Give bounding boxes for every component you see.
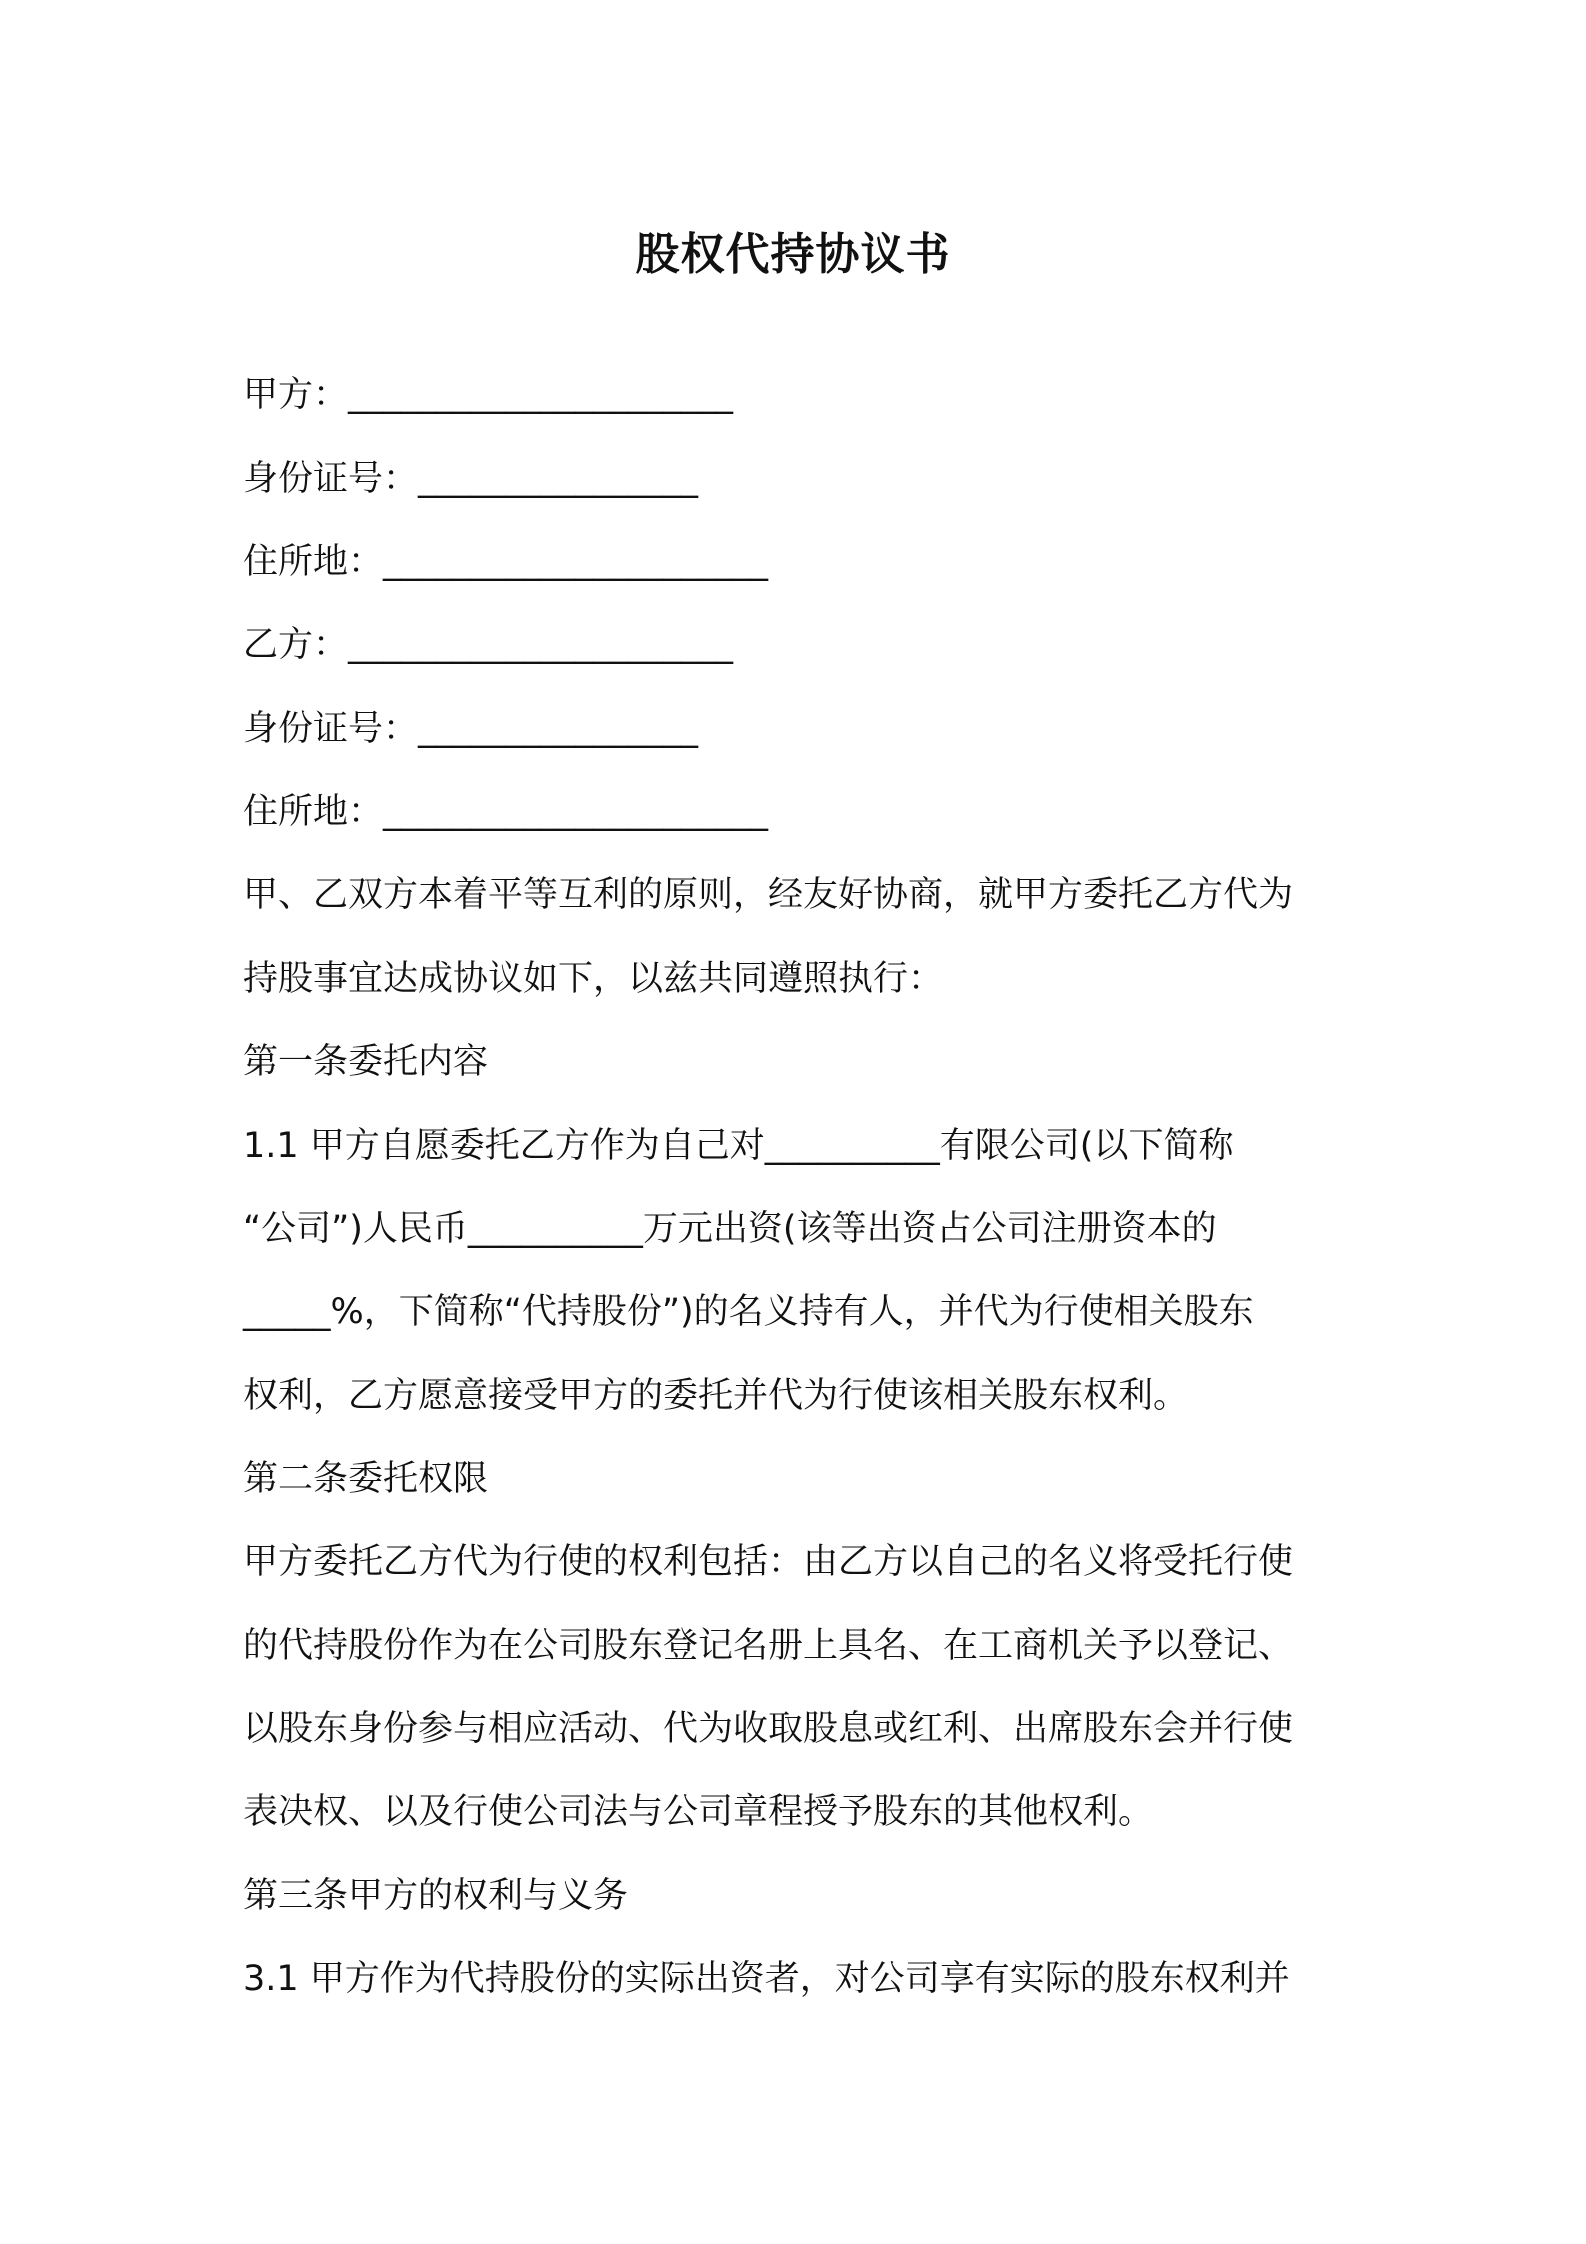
article-2-text-line-4: 表决权、以及行使公司法与公司章程授予股东的其他权利。: [243, 1792, 1154, 1832]
party-b-address-line: 住所地：______________________: [243, 792, 769, 832]
document-title: 股权代持协议书: [635, 229, 951, 280]
party-a-name-line: 甲方：______________________: [243, 375, 734, 415]
preamble-line-2: 持股事宜达成协议如下，以兹共同遵照执行：: [243, 959, 944, 999]
article-1-text-line-4: 权利，乙方愿意接受甲方的委托并代为行使该相关股东权利。: [243, 1376, 1189, 1416]
article-2-text-line-2: 的代持股份作为在公司股东登记名册上具名、在工商机关予以登记、: [243, 1626, 1294, 1666]
party-a-address-line: 住所地：______________________: [243, 542, 769, 582]
preamble-line-1: 甲、乙双方本着平等互利的原则，经友好协商，就甲方委托乙方代为: [243, 875, 1294, 915]
article-2-text-line-3: 以股东身份参与相应活动、代为收取股息或红利、出席股东会并行使: [243, 1709, 1294, 1749]
article-2-text-line-1: 甲方委托乙方代为行使的权利包括：由乙方以自己的名义将受托行使: [243, 1542, 1294, 1582]
article-3-text-line-1: 3.1 甲方作为代持股份的实际出资者，对公司享有实际的股东权利并: [243, 1959, 1290, 1999]
article-3-heading: 第三条甲方的权利与义务: [243, 1876, 629, 1916]
article-1-text-line-3: _____%，下简称“代持股份”)的名义持有人，并代为行使相关股东: [243, 1292, 1254, 1332]
party-b-id-line: 身份证号：________________: [243, 709, 699, 749]
article-1-text-line-1: 1.1 甲方自愿委托乙方作为自己对__________有限公司(以下简称: [243, 1126, 1234, 1166]
article-1-text-line-2: “公司”)人民币__________万元出资(该等出资占公司注册资本的: [243, 1209, 1217, 1249]
party-a-id-line: 身份证号：________________: [243, 459, 699, 499]
party-b-name-line: 乙方：______________________: [243, 625, 734, 665]
article-2-heading: 第二条委托权限: [243, 1459, 489, 1499]
article-1-heading: 第一条委托内容: [243, 1042, 489, 1082]
